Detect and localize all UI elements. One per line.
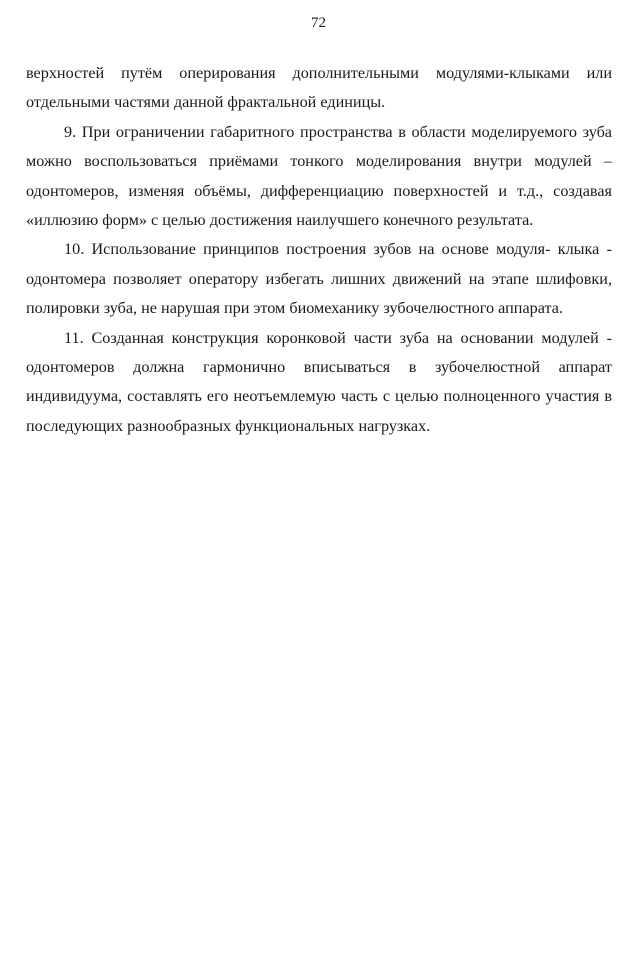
page-number: 72 (311, 15, 326, 31)
paragraph-item-11: 11. Созданная конструкция коронковой части зуба на основании модулей - одонтомеров должна гармонично вписываться в зубочелюстной аппарат индивидуума, составлять его неотъемлемую часть с целью полноценного участия в последующих разнообразных функциональных нагрузках. (26, 328, 612, 435)
paragraph-item-9: 9. При ограничении габаритного пространства в области моделируемого зуба можно воспользоваться приёмами тонкого моделирования внутри модулей – одонтомеров, изменяя объёмы, дифференциацию поверхностей и т.д., создавая «иллюзию форм» с целью достижения наилучшего конечного результата. (26, 122, 612, 230)
paragraph-continuation: верхностей путём оперирования дополнительными модулями-клыками или отдельными частями данной фрактальной единицы. (26, 64, 612, 112)
body-text (26, 59, 612, 441)
paragraph-item-10: 10. Использование принципов построения зубов на основе модуля- клыка - одонтомера позволяет оператору избегать лишних движений на этапе шлифовки, полировки зуба, не нарушая при этом биомеханику зубочелюстного аппарата. (26, 240, 612, 318)
